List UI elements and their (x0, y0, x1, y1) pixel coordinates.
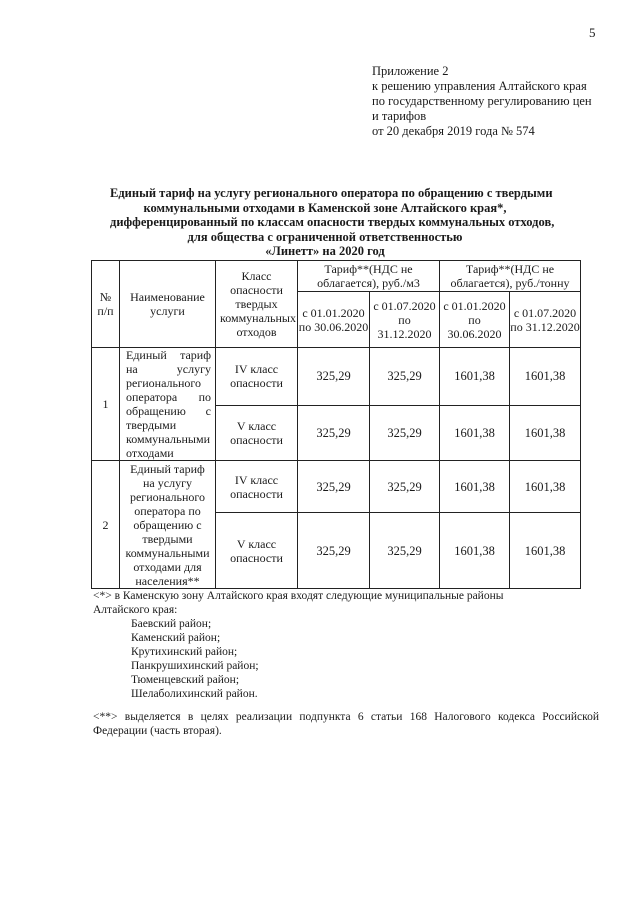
header-period: с 01.01.2020 по 30.06.2020 (440, 292, 510, 348)
hazard-class: V класс опасности (216, 513, 298, 589)
title-line: коммунальными отходами в Каменской зоне Алтайского края*, (143, 200, 507, 215)
header-period: с 01.01.2020 по 30.06.2020 (298, 292, 370, 348)
tariff-value: 1601,38 (440, 405, 510, 460)
appendix-line: и тарифов (372, 109, 427, 123)
row-number: 1 (92, 348, 120, 461)
tariff-value: 325,29 (298, 405, 370, 460)
tariff-value: 325,29 (370, 405, 440, 460)
tariff-value: 1601,38 (440, 461, 510, 513)
header-num-text: № п/п (97, 290, 114, 318)
zone-note (93, 589, 603, 701)
table-row (92, 461, 581, 513)
title-line: дифференцированный по классам опасности твердых коммунальных отходов, (110, 215, 555, 229)
header-num (92, 261, 120, 348)
appendix-line: Приложение 2 (372, 64, 449, 78)
service-name: Единый тариф на услугу регионального оператора по обращению с твердыми коммунальными отходами (120, 348, 216, 461)
tariff-value: 1601,38 (510, 348, 581, 406)
appendix-line: по государственному регулированию цен (372, 94, 592, 108)
tariff-value: 325,29 (298, 513, 370, 589)
vat-footnote: <**> выделяется в целях реализации подпункта 6 статьи 168 Налогового кодекса Российской Федерации (часть вторая). (93, 711, 599, 737)
district-item: Шелаболихинский район. (131, 688, 258, 700)
title-line: для общества с ограниченной ответственностью (187, 229, 463, 244)
tariff-value: 1601,38 (440, 348, 510, 406)
district-item: Баевский район; (131, 618, 212, 630)
district-item: Панкрушихинский район; (131, 660, 259, 672)
tariff-table (91, 260, 581, 589)
tariff-value: 325,29 (298, 348, 370, 406)
document-title (110, 186, 555, 259)
tariff-value: 325,29 (298, 461, 370, 513)
note-intro: Алтайского края: (93, 604, 178, 616)
header-period: с 01.07.2020 по 31.12.2020 (510, 292, 581, 348)
table-row (92, 348, 581, 406)
district-item: Крутихинский район; (131, 646, 238, 658)
tariff-value: 1601,38 (510, 513, 581, 589)
hazard-class: IV класс опасности (216, 461, 298, 513)
header-hazard-class (216, 261, 298, 348)
row-number: 2 (92, 461, 120, 589)
note-intro: <*> в Каменскую зону Алтайского края входят следующие муниципальные районы (93, 590, 504, 602)
header-hazard-class-text: Класс опасности твердых коммунальных отходов (220, 269, 296, 339)
hazard-class: IV класс опасности (216, 348, 298, 406)
header-tariff-ton-text: Тариф**(НДС не облагается), руб./тонну (450, 262, 570, 290)
header-service-name-text: Наименование услуги (130, 290, 205, 318)
tariff-value: 1601,38 (510, 405, 581, 460)
appendix-line: к решению управления Алтайского края (372, 79, 587, 93)
tariff-value: 325,29 (370, 461, 440, 513)
page-number: 5 (589, 25, 596, 40)
hazard-class: V класс опасности (216, 405, 298, 460)
service-name: Единый тариф на услугу регионального оператора по обращению с твердыми коммунальными отходами для населения** (120, 461, 216, 589)
title-line: «Линетт» на 2020 год (265, 244, 385, 258)
tariff-value: 1601,38 (440, 513, 510, 589)
header-tariff-ton (440, 261, 581, 292)
title-line: Единый тариф на услугу регионального оператора по обращению с твердыми (110, 186, 553, 200)
district-item: Тюменцевский район; (131, 674, 240, 686)
tariff-value: 325,29 (370, 513, 440, 589)
district-item: Каменский район; (131, 632, 221, 644)
header-tariff-m3-text: Тариф**(НДС не облагается), руб./м3 (317, 262, 420, 290)
header-period: с 01.07.2020 по 31.12.2020 (370, 292, 440, 348)
header-tariff-m3 (298, 261, 440, 292)
tariff-value: 325,29 (370, 348, 440, 406)
tariff-value: 1601,38 (510, 461, 581, 513)
appendix-line: от 20 декабря 2019 года № 574 (372, 124, 535, 138)
appendix-reference (372, 64, 632, 139)
header-service-name (120, 261, 216, 348)
